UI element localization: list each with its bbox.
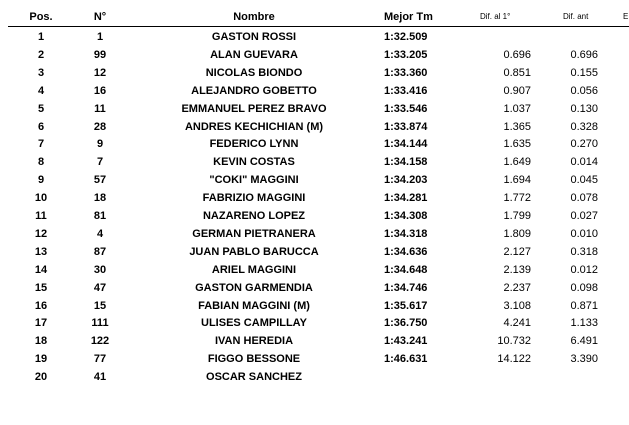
gap-to-first-cell <box>470 368 531 386</box>
position-cell: 14 <box>34 263 48 276</box>
position-cell: 17 <box>34 317 48 330</box>
gap-to-first-cell: 1.799 <box>503 210 531 222</box>
car-number-cell: 1 <box>96 31 104 43</box>
gap-to-previous-cell: 0.130 <box>570 102 598 115</box>
gap-to-previous-cell: 6.491 <box>570 335 598 348</box>
gap-to-first-cell: 2.127 <box>503 245 531 258</box>
best-time-cell: 1:32.509 <box>384 31 428 43</box>
gap-to-previous-cell: 0.078 <box>570 192 598 205</box>
position-cell: 3 <box>37 66 45 79</box>
position-cell: 10 <box>34 192 48 205</box>
table-row <box>0 189 629 207</box>
table-row <box>0 225 629 243</box>
table-row <box>0 28 629 46</box>
table-row <box>0 64 629 82</box>
position-cell: 19 <box>34 353 48 366</box>
header-dif-first: Dif. al 1° <box>480 12 511 21</box>
position-cell: 20 <box>34 371 48 384</box>
driver-name-cell: IVAN HEREDIA <box>214 335 294 348</box>
gap-to-previous-cell: 0.056 <box>570 84 598 97</box>
header-extra: E <box>623 12 629 21</box>
gap-to-first-cell: 2.139 <box>503 263 531 276</box>
best-time-cell: 1:33.205 <box>384 48 428 61</box>
best-time-cell: 1:33.874 <box>384 120 428 133</box>
position-cell: 12 <box>34 227 48 240</box>
table-row <box>0 135 629 153</box>
driver-name-cell: ALAN GUEVARA <box>210 48 298 61</box>
gap-to-first-cell: 1.365 <box>503 120 531 133</box>
table-row <box>0 118 629 136</box>
car-number-cell: 57 <box>93 174 107 187</box>
gap-to-first-cell: 1.635 <box>503 138 531 151</box>
position-cell: 5 <box>37 102 45 115</box>
position-cell: 16 <box>34 299 48 312</box>
best-time-cell <box>384 368 464 386</box>
position-cell: 7 <box>37 138 45 151</box>
best-time-cell: 1:34.158 <box>384 156 428 169</box>
gap-to-previous-cell: 0.155 <box>570 66 598 79</box>
car-number-cell: 41 <box>93 371 107 384</box>
position-cell: 15 <box>34 281 48 294</box>
best-time-cell: 1:34.636 <box>384 245 428 258</box>
driver-name-cell: NAZARENO LOPEZ <box>202 210 306 222</box>
driver-name-cell: FEDERICO LYNN <box>209 138 299 151</box>
car-number-cell: 16 <box>93 84 107 97</box>
table-row <box>0 82 629 100</box>
best-time-cell: 1:34.281 <box>384 192 428 205</box>
driver-name-cell: ALEJANDRO GOBETTO <box>191 84 317 97</box>
best-time-cell: 1:34.318 <box>384 227 428 240</box>
header-pos: Pos. <box>29 11 53 23</box>
gap-to-previous-cell <box>540 368 598 386</box>
driver-name-cell: GASTON ROSSI <box>211 31 297 43</box>
best-time-cell: 1:34.144 <box>384 138 428 151</box>
car-number-cell: 9 <box>96 138 104 151</box>
gap-to-first-cell: 14.122 <box>497 353 531 366</box>
gap-to-first-cell: 0.696 <box>503 48 531 61</box>
gap-to-first-cell: 2.237 <box>503 281 531 294</box>
gap-to-previous-cell: 0.696 <box>570 48 598 61</box>
gap-to-previous-cell: 3.390 <box>570 353 598 366</box>
header-dif-prev: Dif. ant <box>563 12 589 21</box>
best-time-cell: 1:43.241 <box>384 335 428 348</box>
gap-to-first-cell: 1.809 <box>503 227 531 240</box>
table-row <box>0 350 629 368</box>
gap-to-previous-cell: 0.014 <box>570 156 598 169</box>
position-cell: 2 <box>37 48 45 61</box>
position-cell: 13 <box>34 245 48 258</box>
table-row <box>0 207 629 225</box>
table-row <box>0 46 629 64</box>
gap-to-previous-cell: 0.318 <box>570 245 598 258</box>
gap-to-previous-cell <box>540 28 598 46</box>
best-time-cell: 1:33.546 <box>384 102 428 115</box>
car-number-cell: 28 <box>93 120 107 133</box>
best-time-cell: 1:36.750 <box>384 317 428 330</box>
gap-to-previous-cell: 0.871 <box>570 299 598 312</box>
gap-to-previous-cell: 0.328 <box>570 120 598 133</box>
gap-to-previous-cell: 0.045 <box>570 174 598 187</box>
gap-to-first-cell: 10.732 <box>497 335 531 348</box>
driver-name-cell: NICOLAS BIONDO <box>205 66 303 79</box>
gap-to-first-cell <box>470 28 531 46</box>
header-divider <box>8 26 629 27</box>
position-cell: 9 <box>37 174 45 187</box>
gap-to-previous-cell: 0.010 <box>570 227 598 240</box>
position-cell: 4 <box>37 84 45 97</box>
driver-name-cell: "COKI" MAGGINI <box>209 174 299 187</box>
table-row <box>0 243 629 261</box>
table-row <box>0 153 629 171</box>
gap-to-previous-cell: 1.133 <box>570 317 598 330</box>
driver-name-cell: ANDRES KECHICHIAN (M) <box>184 120 324 133</box>
best-time-cell: 1:46.631 <box>384 353 428 366</box>
gap-to-first-cell: 3.108 <box>503 299 531 312</box>
driver-name-cell: FABIAN MAGGINI (M) <box>198 299 310 312</box>
driver-name-cell: ARIEL MAGGINI <box>211 263 297 276</box>
car-number-cell: 47 <box>93 281 107 294</box>
car-number-cell: 18 <box>93 192 107 205</box>
table-row <box>0 100 629 118</box>
car-number-cell: 87 <box>93 245 107 258</box>
gap-to-first-cell: 1.772 <box>503 192 531 205</box>
car-number-cell: 111 <box>91 317 109 330</box>
driver-name-cell: KEVIN COSTAS <box>213 156 295 169</box>
best-time-cell: 1:34.746 <box>384 281 428 294</box>
header-num: N° <box>93 11 107 23</box>
gap-to-first-cell: 0.907 <box>503 84 531 97</box>
best-time-cell: 1:34.203 <box>384 174 428 187</box>
best-time-cell: 1:33.416 <box>384 84 428 97</box>
table-row <box>0 314 629 332</box>
position-cell: 11 <box>35 210 47 222</box>
header-best-time: Mejor Tm <box>384 11 433 23</box>
best-time-cell: 1:34.648 <box>384 263 428 276</box>
table-row <box>0 297 629 315</box>
driver-name-cell: GASTON GARMENDIA <box>195 281 313 294</box>
driver-name-cell: JUAN PABLO BARUCCA <box>189 245 319 258</box>
gap-to-first-cell: 1.037 <box>503 102 531 115</box>
position-cell: 8 <box>37 156 45 169</box>
position-cell: 6 <box>37 120 45 133</box>
table-row <box>0 368 629 386</box>
car-number-cell: 30 <box>93 263 107 276</box>
best-time-cell: 1:35.617 <box>384 299 428 312</box>
driver-name-cell: GERMAN PIETRANERA <box>192 227 316 240</box>
gap-to-previous-cell: 0.027 <box>570 210 598 222</box>
gap-to-previous-cell: 0.012 <box>570 263 598 276</box>
table-row <box>0 279 629 297</box>
table-row <box>0 332 629 350</box>
header-name: Nombre <box>233 11 275 23</box>
car-number-cell: 77 <box>93 353 107 366</box>
best-time-cell: 1:33.360 <box>384 66 428 79</box>
driver-name-cell: EMMANUEL PEREZ BRAVO <box>181 102 327 115</box>
driver-name-cell: FIGGO BESSONE <box>207 353 301 366</box>
gap-to-first-cell: 4.241 <box>503 317 531 330</box>
car-number-cell: 11 <box>94 102 106 115</box>
gap-to-previous-cell: 0.098 <box>570 281 598 294</box>
table-row <box>0 261 629 279</box>
car-number-cell: 15 <box>93 299 107 312</box>
position-cell: 1 <box>37 31 45 43</box>
best-time-cell: 1:34.308 <box>384 210 428 222</box>
car-number-cell: 99 <box>93 48 107 61</box>
car-number-cell: 4 <box>96 227 104 240</box>
car-number-cell: 12 <box>93 66 107 79</box>
driver-name-cell: FABRIZIO MAGGINI <box>202 192 306 205</box>
driver-name-cell: ULISES CAMPILLAY <box>201 317 307 330</box>
car-number-cell: 7 <box>96 156 104 169</box>
table-row <box>0 171 629 189</box>
position-cell: 18 <box>34 335 48 348</box>
gap-to-first-cell: 0.851 <box>503 66 531 79</box>
gap-to-previous-cell: 0.270 <box>570 138 598 151</box>
car-number-cell: 81 <box>93 210 107 222</box>
driver-name-cell: OSCAR SANCHEZ <box>206 371 302 384</box>
gap-to-first-cell: 1.694 <box>503 174 531 187</box>
gap-to-first-cell: 1.649 <box>503 156 531 169</box>
car-number-cell: 122 <box>90 335 110 348</box>
